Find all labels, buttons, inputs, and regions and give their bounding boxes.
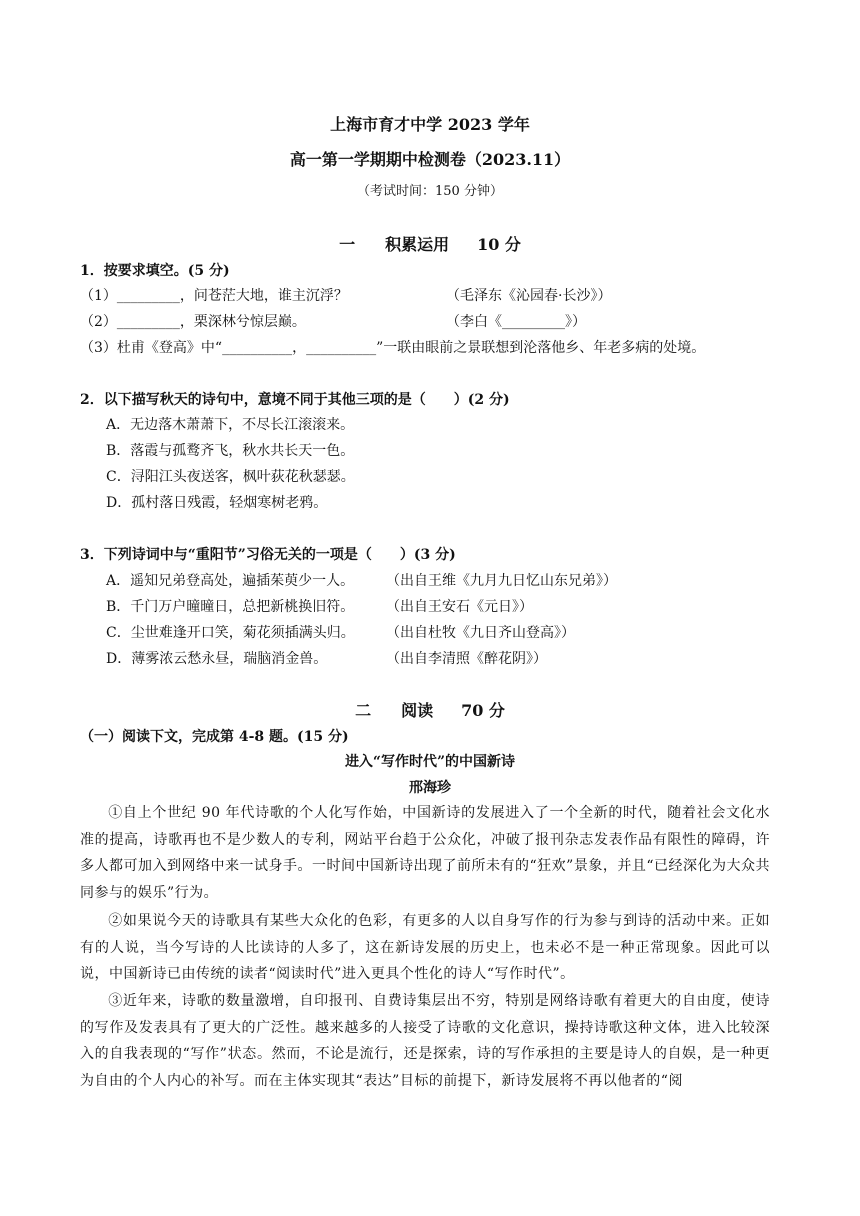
q1-item-1: （1）_________，问苍茫大地，谁主沉浮？ [80, 288, 348, 304]
q2-option-c: C．浔阳江头夜送客，枫叶荻花秋瑟瑟。 [106, 469, 355, 485]
q3-option-d-source: （出自李清照《醉花阴》） [386, 651, 547, 667]
article-paragraph-1: ①自上个世纪 90 年代诗歌的个人化写作始，中国新诗的发展进入了一个全新的时代，随着社会文化水准的提高，诗歌再也不是少数人的专利，网站平台趋于公众化，冲破了报刊杂志发表作品有限性的障碍，许多人都可加入到网络中来一试身手。一时间中国新诗出现了前所未有的“狂欢”景象，并且“已经深化为大众共同参与的娱乐”行为。 [80, 805, 770, 901]
q1-item-2-source: （李白《_________》） [446, 314, 586, 330]
section1-score: 10 分 [477, 235, 521, 254]
q1-item-3: （3）杜甫《登高》中“__________，__________”一联由眼前之景联想到沦落他乡、年老多病的处境。 [80, 340, 706, 356]
q3-option-a-source: （出自王维《九月九日忆山东兄弟》） [386, 573, 617, 589]
section2-name: 阅读 [401, 701, 434, 720]
q1-item-1-source: （毛泽东《沁园春·长沙》） [446, 288, 612, 304]
article-title: 进入“写作时代”的中国新诗 [344, 754, 516, 770]
section2-heading [0, 698, 860, 721]
q2-stem: 2．以下描写秋天的诗句中，意境不同于其他三项的是（ ）(2 分) [80, 392, 510, 408]
q3-option-b: B．千门万户曈曈日，总把新桃换旧符。 [106, 599, 355, 615]
section1-name: 积累运用 [385, 235, 450, 254]
article-paragraph-3: ③近年来，诗歌的数量激增，自印报刊、自费诗集层出不穷，特别是网络诗歌有着更大的自由度，使诗的写作及发表具有了更大的广泛性。越来越多的人接受了诗歌的文化意识，操持诗歌这种文体，进入比较深入的自我表现的“写作”状态。然而，不论是流行，还是探索，诗的写作承担的主要是诗人的自娱，是一种更为自由的个人内心的补写。而在主体实现其“表达”目标的前提下，新诗发展将不再以他者的“阅 [80, 993, 770, 1089]
q2-option-b: B．落霞与孤鹜齐飞，秋水共长天一色。 [106, 443, 355, 459]
section1-num: 一 [339, 235, 356, 254]
time-note: （考试时间：150 分钟） [357, 184, 503, 199]
q3-option-a: A．遥知兄弟登高处，遍插茱萸少一人。 [106, 573, 355, 589]
exam-title: 高一第一学期期中检测卷（2023.11） [289, 150, 571, 169]
q2-option-a: A．无边落木萧萧下，不尽长江滚滚来。 [106, 417, 355, 433]
q3-option-d: D．薄雾浓云愁永昼，瑞脑消金兽。 [106, 651, 328, 667]
q3-stem: 3．下列诗词中与“重阳节”习俗无关的一项是（ ）(3 分) [80, 547, 456, 563]
article-paragraph-2: ②如果说今天的诗歌具有某些大众化的色彩，有更多的人以自身写作的行为参与到诗的活动中来。正如有的人说，当今写诗的人比读诗的人多了，这在新诗发展的历史上，也未必不是一种正常现象。因此可以说，中国新诗已由传统的读者“阅读时代”进入更具个性化的诗人“写作时代”。 [80, 913, 770, 982]
q1-stem: 1．按要求填空。(5 分) [80, 263, 230, 279]
q2-option-d: D．孤村落日残霞，轻烟寒树老鸦。 [106, 495, 328, 511]
school-title: 上海市育才中学 2023 学年 [330, 115, 530, 134]
article-author: 邢海珍 [409, 780, 451, 796]
q3-option-c: C．尘世难逢开口笑，菊花须插满头归。 [106, 625, 355, 641]
q1-item-2: （2）_________，栗深林兮惊层巅。 [80, 314, 306, 330]
section2-num: 二 [355, 701, 372, 720]
section1-heading [0, 232, 860, 255]
section2-score: 70 分 [461, 701, 505, 720]
q3-option-b-source: （出自王安石《元日》） [386, 599, 533, 615]
reading1-intro: （一）阅读下文，完成第 4-8 题。(15 分) [80, 729, 349, 745]
q3-option-c-source: （出自杜牧《九日齐山登高》） [386, 625, 575, 641]
